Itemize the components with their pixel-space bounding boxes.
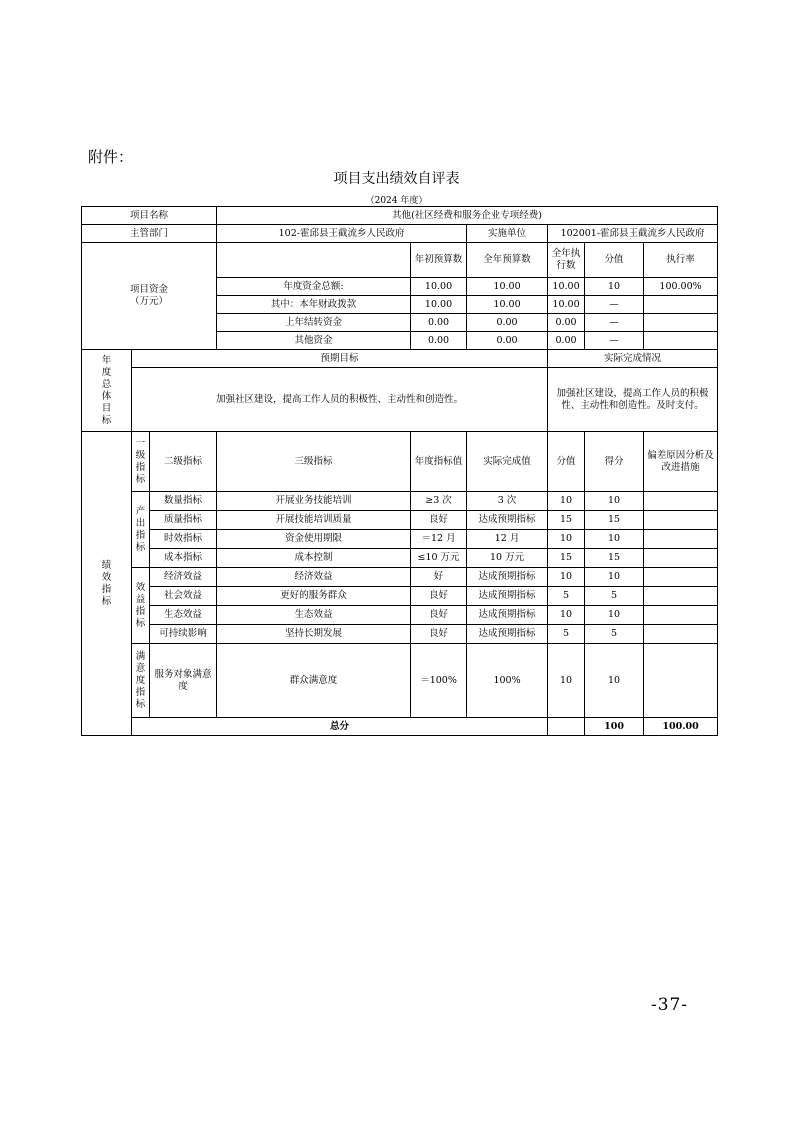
score-cell: 5 xyxy=(585,587,644,606)
header-level2: 二级指标 xyxy=(150,432,217,492)
total-score-value: 100 xyxy=(585,718,644,736)
indicator-header-row xyxy=(82,432,718,492)
level3-cell: 经济效益 xyxy=(217,568,411,587)
score-cell: 10 xyxy=(585,606,644,625)
level1-satisfaction: 满 意 度 指 标 xyxy=(132,644,150,718)
actual-cell: 达成预期指标 xyxy=(467,587,548,606)
score-value-cell: 5 xyxy=(548,625,585,644)
indicator-row xyxy=(82,625,718,644)
deviation-cell xyxy=(644,549,718,568)
indicator-row xyxy=(82,568,718,587)
header-level3: 三级指标 xyxy=(217,432,411,492)
header-initial: 年初预算数 xyxy=(411,243,467,278)
funds-annual: 0.00 xyxy=(467,332,548,350)
header-executed: 全年执行数 xyxy=(548,243,585,278)
funds-executed: 10.00 xyxy=(548,278,585,296)
funds-rate xyxy=(644,296,718,314)
target-cell: 良好 xyxy=(411,511,467,530)
header-actual-value: 实际完成值 xyxy=(467,432,548,492)
funds-row-label: 其中：本年财政拨款 xyxy=(217,296,411,314)
header-annual-target: 年度指标值 xyxy=(411,432,467,492)
header-level1: 一 级 指 标 xyxy=(132,432,150,492)
actual-cell: 12 月 xyxy=(467,530,548,549)
level1-output: 产 出 指 标 xyxy=(132,492,150,568)
level3-cell: 更好的服务群众 xyxy=(217,587,411,606)
indicator-row xyxy=(82,492,718,511)
funds-annual: 10.00 xyxy=(467,296,548,314)
score-cell: 10 xyxy=(585,530,644,549)
indicator-row xyxy=(82,530,718,549)
funds-rate xyxy=(644,332,718,350)
funds-rate: 100.00% xyxy=(644,278,718,296)
header-ind-score-value: 分值 xyxy=(548,432,585,492)
actual-cell: 达成预期指标 xyxy=(467,625,548,644)
project-name-label: 项目名称 xyxy=(82,207,217,225)
funds-header-row xyxy=(82,243,718,278)
funds-score-value: — xyxy=(585,332,644,350)
goals-content-row xyxy=(82,368,718,432)
level3-cell: 坚持长期发展 xyxy=(217,625,411,644)
indicator-row xyxy=(82,606,718,625)
page-number: -37- xyxy=(651,995,689,1015)
score-cell: 15 xyxy=(585,549,644,568)
indicators-section-label: 绩 效 指 标 xyxy=(82,432,132,736)
page-subtitle: （2024 年度） xyxy=(365,196,428,206)
level2-cell: 成本指标 xyxy=(150,549,217,568)
funds-annual: 0.00 xyxy=(467,314,548,332)
deviation-cell xyxy=(644,530,718,549)
funds-annual: 10.00 xyxy=(467,278,548,296)
level2-cell: 质量指标 xyxy=(150,511,217,530)
level3-cell: 生态效益 xyxy=(217,606,411,625)
indicator-row xyxy=(82,644,718,718)
target-cell: 良好 xyxy=(411,587,467,606)
score-cell: 10 xyxy=(585,644,644,718)
target-cell: ≤10 万元 xyxy=(411,549,467,568)
actual-cell: 3 次 xyxy=(467,492,548,511)
level3-cell: 开展业务技能培训 xyxy=(217,492,411,511)
level2-cell: 生态效益 xyxy=(150,606,217,625)
actual-cell: 100% xyxy=(467,644,548,718)
actual-cell: 达成预期指标 xyxy=(467,511,548,530)
funds-executed: 0.00 xyxy=(548,332,585,350)
header-annual: 全年预算数 xyxy=(467,243,548,278)
deviation-cell xyxy=(644,587,718,606)
level3-cell: 群众满意度 xyxy=(217,644,411,718)
funds-row-label: 其他资金 xyxy=(217,332,411,350)
project-name-row xyxy=(82,207,718,225)
header-rate: 执行率 xyxy=(644,243,718,278)
unit-value: 102001-霍邱县王截流乡人民政府 xyxy=(548,225,718,243)
target-cell: 良好 xyxy=(411,606,467,625)
goals-section-label: 年 度 总 体 目 标 xyxy=(82,350,132,432)
funds-score-value: 10 xyxy=(585,278,644,296)
target-cell: ＝100% xyxy=(411,644,467,718)
level2-cell: 数量指标 xyxy=(150,492,217,511)
target-cell: 好 xyxy=(411,568,467,587)
score-cell: 10 xyxy=(585,568,644,587)
deviation-cell xyxy=(644,568,718,587)
score-value-cell: 10 xyxy=(548,606,585,625)
expected-goal-text: 加强社区建设，提高工作人员的积极性、主动性和创造性。 xyxy=(132,368,548,432)
deviation-cell xyxy=(644,606,718,625)
expected-goal-label: 预期目标 xyxy=(132,350,548,368)
deviation-cell xyxy=(644,644,718,718)
dept-row xyxy=(82,225,718,243)
indicator-row xyxy=(82,549,718,568)
level2-cell: 服务对象满意度 xyxy=(150,644,217,718)
score-cell: 15 xyxy=(585,511,644,530)
score-value-cell: 15 xyxy=(548,549,585,568)
score-cell: 5 xyxy=(585,625,644,644)
score-value-cell: 10 xyxy=(548,644,585,718)
score-value-cell: 10 xyxy=(548,492,585,511)
header-score-value: 分值 xyxy=(585,243,644,278)
funds-label-line1: 项目资金 xyxy=(130,284,169,295)
score-cell: 10 xyxy=(585,492,644,511)
score-value-cell: 15 xyxy=(548,511,585,530)
page-title: 项目支出绩效自评表 xyxy=(333,171,460,187)
deviation-cell xyxy=(644,511,718,530)
level2-cell: 社会效益 xyxy=(150,587,217,606)
level2-cell: 经济效益 xyxy=(150,568,217,587)
actual-goal-text: 加强社区建设，提高工作人员的积极性、主动性和创造性。及时支付。 xyxy=(548,368,718,432)
funds-initial: 10.00 xyxy=(411,278,467,296)
funds-label xyxy=(82,243,217,350)
actual-goal-label: 实际完成情况 xyxy=(548,350,718,368)
deviation-cell xyxy=(644,492,718,511)
dept-value: 102-霍邱县王截流乡人民政府 xyxy=(217,225,467,243)
total-row xyxy=(82,718,718,736)
score-value-cell: 10 xyxy=(548,530,585,549)
project-name-value: 其他(社区经费和服务企业专项经费) xyxy=(217,207,718,225)
target-cell: 良好 xyxy=(411,625,467,644)
level2-cell: 时效指标 xyxy=(150,530,217,549)
indicator-row xyxy=(82,587,718,606)
level3-cell: 成本控制 xyxy=(217,549,411,568)
funds-rate xyxy=(644,314,718,332)
level3-cell: 开展技能培训质量 xyxy=(217,511,411,530)
funds-executed: 0.00 xyxy=(548,314,585,332)
funds-header-blank xyxy=(217,243,411,278)
total-score: 100.00 xyxy=(644,718,718,736)
funds-executed: 10.00 xyxy=(548,296,585,314)
header-ind-score: 得分 xyxy=(585,432,644,492)
funds-initial: 0.00 xyxy=(411,314,467,332)
actual-cell: 达成预期指标 xyxy=(467,568,548,587)
level3-cell: 资金使用期限 xyxy=(217,530,411,549)
funds-row-label: 年度资金总额: xyxy=(217,278,411,296)
actual-cell: 10 万元 xyxy=(467,549,548,568)
unit-label: 实施单位 xyxy=(467,225,548,243)
dept-label: 主管部门 xyxy=(82,225,217,243)
funds-score-value: — xyxy=(585,314,644,332)
funds-row-label: 上年结转资金 xyxy=(217,314,411,332)
funds-score-value: — xyxy=(585,296,644,314)
target-cell: ≥3 次 xyxy=(411,492,467,511)
level2-cell: 可持续影响 xyxy=(150,625,217,644)
actual-cell: 达成预期指标 xyxy=(467,606,548,625)
attachment-label: 附件： xyxy=(88,148,134,166)
deviation-cell xyxy=(644,625,718,644)
funds-label-line2: （万元） xyxy=(130,296,169,307)
score-value-cell: 5 xyxy=(548,587,585,606)
indicator-row xyxy=(82,511,718,530)
level1-benefit: 效 益 指 标 xyxy=(132,568,150,644)
score-value-cell: 10 xyxy=(548,568,585,587)
funds-initial: 0.00 xyxy=(411,332,467,350)
total-blank xyxy=(548,718,585,736)
total-label: 总分 xyxy=(132,718,548,736)
funds-initial: 10.00 xyxy=(411,296,467,314)
target-cell: ＝12 月 xyxy=(411,530,467,549)
header-deviation: 偏差原因分析及改进措施 xyxy=(644,432,718,492)
goals-header-row xyxy=(82,350,718,368)
performance-table xyxy=(81,206,718,736)
